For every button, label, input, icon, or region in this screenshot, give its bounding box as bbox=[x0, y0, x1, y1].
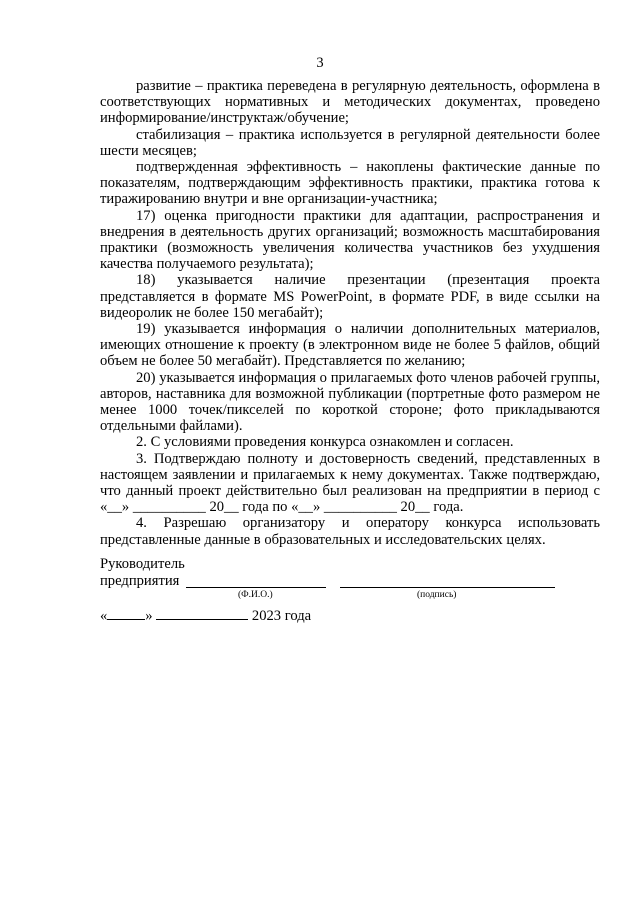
paragraph-item-20: 20) указывается информация о прилагаемых фото членов рабочей группы, авторов, наставника для возможной публикации (портретные фото размером не менее 1000 точек/пикселей по короткой стороне; фото прикладываются отдельными файлами). bbox=[100, 369, 600, 435]
paragraph-item-17: 17) оценка пригодности практики для адаптации, распространения и внедрения в деятельность других организаций; возможность масштабирования практики (возможность увеличения количества участников без ухудшения качества получаемого результата); bbox=[100, 207, 600, 273]
month-field[interactable] bbox=[156, 607, 248, 620]
paragraph-item-19: 19) указывается информация о наличии дополнительных материалов, имеющих отношение к проекту (в электронном виде не более 5 файлов, общий объем не более 50 мегабайт). Представляется по желанию; bbox=[100, 321, 600, 370]
paragraph-clause-2: 2. С условиями проведения конкурса ознакомлен и согласен. bbox=[136, 434, 514, 451]
paragraph-proven-effectiveness: подтвержденная эффективность – накоплены фактические данные по показателям, подтверждающим эффективность практики, практика готова к тиражированию внутри и вне организации-участника; bbox=[100, 159, 600, 208]
paragraph-clause-4: 4. Разрешаю организатору и оператору конкурса использовать представленные данные в образовательных и исследовательских целях. bbox=[100, 515, 600, 548]
paragraph-stabilization: стабилизация – практика используется в регулярной деятельности более шести месяцев; bbox=[100, 126, 600, 159]
paragraph-clause-3: 3. Подтверждаю полноту и достоверность сведений, представленных в настоящем заявлении и прилагаемых к нему документах. Также подтверждаю, что данный проект действительно был реализован на предприятии в период с «__» __________ 20__ года по «__» __________ 20__ года. bbox=[100, 450, 600, 516]
signature-row bbox=[100, 573, 570, 590]
date-open-quote: « bbox=[100, 608, 108, 624]
paragraph-item-18: 18) указывается наличие презентации (презентация проекта представляется в формате MS PowerPoint, в формате PDF, в виде ссылки на видеоролик не более 150 мегабайт); bbox=[100, 272, 600, 321]
signature-field[interactable] bbox=[340, 587, 555, 588]
signature-block bbox=[100, 556, 570, 600]
year-text: 2023 года bbox=[251, 608, 312, 624]
date-row bbox=[100, 607, 400, 625]
paragraph-development: развитие – практика переведена в регулярную деятельность, оформлена в соответствующих нормативных и методических документах, проведено информирование/инструктаж/обучение; bbox=[100, 78, 600, 127]
fio-field[interactable] bbox=[186, 587, 326, 588]
signature-caption: (подпись) bbox=[417, 590, 457, 600]
fio-caption: (Ф.И.О.) bbox=[238, 590, 273, 600]
day-field[interactable] bbox=[107, 607, 145, 620]
document-body bbox=[100, 78, 600, 548]
page-number: 3 bbox=[316, 55, 324, 71]
signature-org-label: предприятия bbox=[100, 573, 180, 589]
date-close-quote: » bbox=[145, 608, 153, 624]
signature-role-line: Руководитель bbox=[100, 556, 185, 572]
